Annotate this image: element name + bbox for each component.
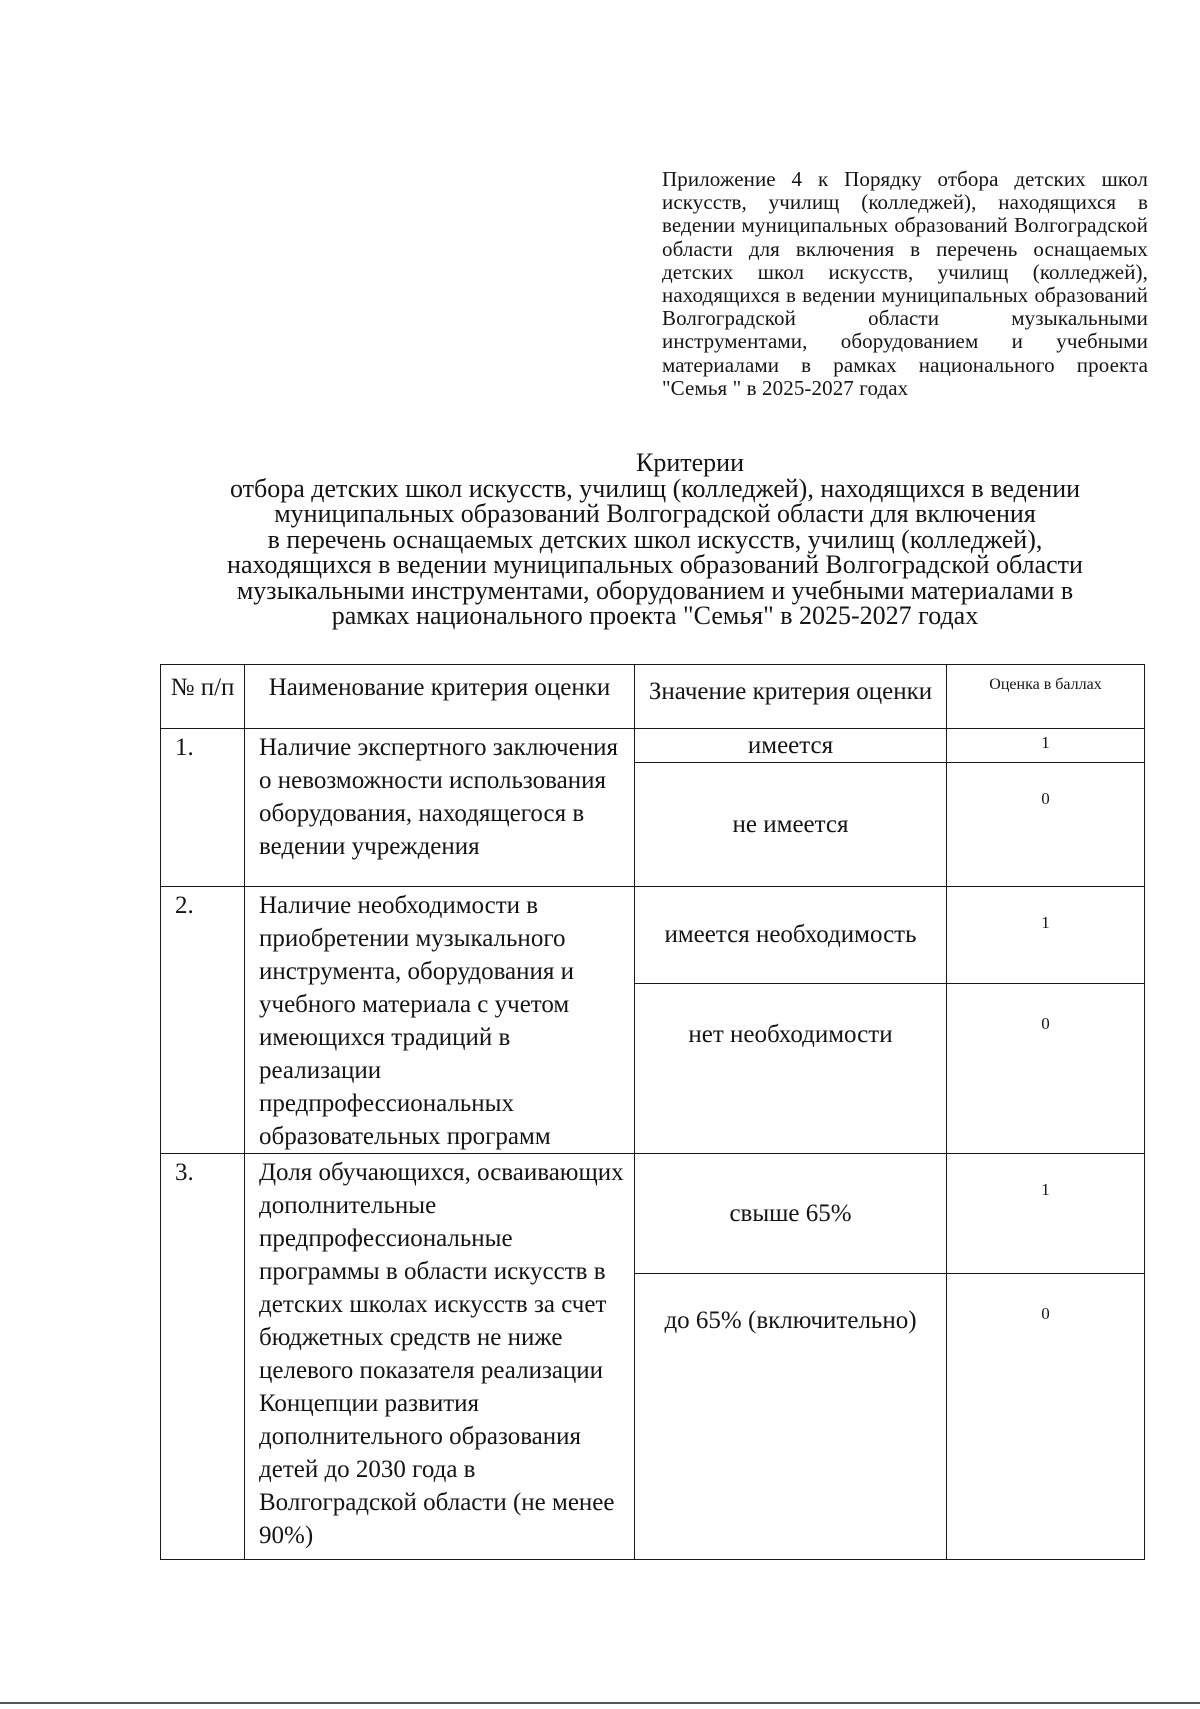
table-row (161, 887, 1145, 984)
title-line: находящихся в ведении муниципальных образований Волгоградской области (227, 550, 1083, 579)
row-num: 1. (161, 729, 245, 887)
title-line: муниципальных образований Волгоградской области для включения (274, 499, 1036, 528)
criterion-value: имеется (635, 729, 947, 763)
criterion-score: 0 (947, 763, 1145, 887)
header-score: Оценка в баллах (947, 665, 1145, 729)
title-heading: Критерии (636, 448, 744, 477)
criterion-score: 1 (947, 1154, 1145, 1274)
table-header-row (161, 665, 1145, 729)
criterion-name: Наличие экспертного заключения о невозможности использования оборудования, находящегося в ведении учреждения (245, 729, 635, 887)
table-row (161, 729, 1145, 763)
criterion-score: 0 (947, 1274, 1145, 1560)
criterion-score: 0 (947, 983, 1145, 1153)
criterion-score: 1 (947, 887, 1145, 984)
criterion-value: до 65% (включительно) (635, 1274, 947, 1560)
criterion-value: свыше 65% (635, 1154, 947, 1274)
header-num: № п/п (161, 665, 245, 729)
criterion-value: не имеется (635, 763, 947, 887)
header-name: Наименование критерия оценки (245, 665, 635, 729)
criterion-name: Наличие необходимости в приобретении музыкального инструмента, оборудования и учебного материала с учетом имеющихся традиций в реализации предпрофессиональных образовательных программ (245, 887, 635, 1154)
criterion-value: нет необходимости (635, 983, 947, 1153)
title-line: в перечень оснащаемых детских школ искусств, училищ (колледжей), (267, 524, 1043, 554)
row-num: 2. (161, 887, 245, 1154)
criterion-name: Доля обучающихся, осваивающих дополнительные предпрофессиональные программы в области искусств в детских школах искусств за счет бюджетных средств не ниже целевого показателя реализации Концепции развития дополнительного образования детей до 2030 года в Волгоградской области (не менее 90%) (245, 1154, 635, 1560)
scan-edge-line (0, 1702, 1200, 1704)
criterion-score: 1 (947, 729, 1145, 763)
title-line: отбора детских школ искусств, училищ (колледжей), находящихся в ведении (229, 473, 1081, 503)
title-line: музыкальными инструментами, оборудованием и учебными материалами в (236, 575, 1074, 605)
title-line: рамках национального проекта "Семья" в 2025-2027 годах (331, 601, 979, 630)
criterion-value: имеется необходимость (635, 887, 947, 984)
table-row (161, 1154, 1145, 1274)
row-num: 3. (161, 1154, 245, 1560)
document-title (160, 450, 1150, 629)
header-value: Значение критерия оценки (635, 665, 947, 729)
appendix-note: Приложение 4 к Порядку отбора детских школ искусств, училищ (колледжей), находящихся в ведении муниципальных образований Волгоградской области для включения в перечень оснащаемых детских школ искусств, училищ (колледжей), находящихся в ведении муниципальных образований Волгоградской области музыкальными инструментами, оборудованием и учебными материалами в рамках национального проекта "Семья " в 2025-2027 годах (662, 167, 1148, 400)
criteria-table (160, 664, 1145, 1560)
